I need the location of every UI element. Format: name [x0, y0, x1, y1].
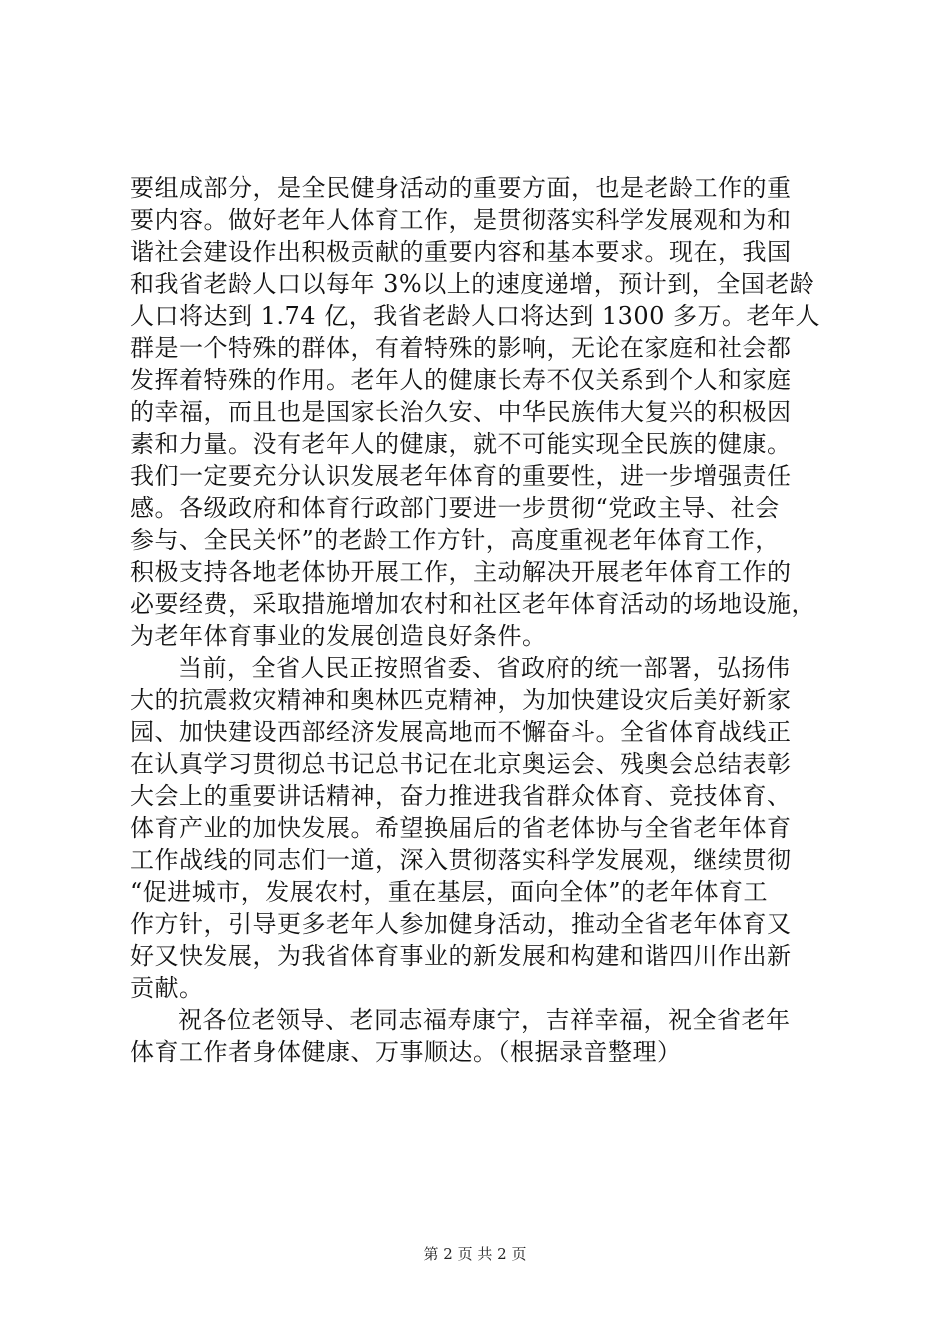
text-line: 的幸福，而且也是国家长治久安、中华民族伟大复兴的积极因 [130, 398, 792, 426]
page-footer: 第 2 页 共 2 页 [423, 1245, 527, 1263]
text-line: 感。各级政府和体育行政部门要进一步贯彻“党政主导、社会 [130, 494, 780, 522]
text-line: 大的抗震救灾精神和奥林匹克精神，为加快建设灾后美好新家 [130, 686, 792, 714]
paragraph [130, 1004, 830, 1068]
text-line: 谐社会建设作出积极贡献的重要内容和基本要求。现在，我国 [130, 238, 792, 266]
text-line: 积极支持各地老体协开展工作，主动解决开展老年体育工作的 [130, 558, 792, 586]
text-line: 群是一个特殊的群体，有着特殊的影响，无论在家庭和社会都 [130, 334, 792, 362]
text-line: 贡献。 [130, 974, 204, 1002]
text-line: 我们一定要充分认识发展老年体育的重要性，进一步增强责任 [130, 462, 792, 490]
text-line: 在认真学习贯彻总书记总书记在北京奥运会、残奥会总结表彰 [130, 750, 792, 778]
text-line: 为老年体育事业的发展创造良好条件。 [130, 622, 547, 650]
text-line: 工作战线的同志们一道，深入贯彻落实科学发展观，继续贯彻 [130, 846, 792, 874]
text-line: 祝各位老领导、老同志福寿康宁，吉祥幸福，祝全省老年 [178, 1006, 791, 1034]
text-line: 和我省老龄人口以每年 3%以上的速度递增，预计到，全国老龄 [130, 270, 815, 298]
text-line: 园、加快建设西部经济发展高地而不懈奋斗。全省体育战线正 [130, 718, 792, 746]
paragraph [130, 652, 830, 1004]
paragraph [130, 172, 830, 652]
text-line: 体育工作者身体健康、万事顺达。（根据录音整理） [130, 1038, 682, 1066]
text-line: “促进城市，发展农村，重在基层，面向全体”的老年体育工 [130, 878, 769, 906]
text-line: 参与、全民关怀”的老龄工作方针，高度重视老年体育工作， [130, 526, 780, 554]
text-line: 好又快发展，为我省体育事业的新发展和构建和谐四川作出新 [130, 942, 792, 970]
text-line: 要内容。做好老年人体育工作，是贯彻落实科学发展观和为和 [130, 206, 792, 234]
text-line: 当前，全省人民正按照省委、省政府的统一部署，弘扬伟 [178, 654, 791, 682]
body-text [130, 172, 830, 1068]
text-line: 素和力量。没有老年人的健康，就不可能实现全民族的健康。 [130, 430, 792, 458]
text-line: 体育产业的加快发展。希望换届后的省老体协与全省老年体育 [130, 814, 792, 842]
text-line: 人口将达到 1.74 亿，我省老龄人口将达到 1300 多万。老年人 [130, 302, 821, 330]
text-line: 作方针，引导更多老年人参加健身活动，推动全省老年体育又 [130, 910, 792, 938]
text-line: 必要经费，采取措施增加农村和社区老年体育活动的场地设施， [130, 590, 816, 618]
text-line: 发挥着特殊的作用。老年人的健康长寿不仅关系到个人和家庭 [130, 366, 792, 394]
text-line: 要组成部分，是全民健身活动的重要方面，也是老龄工作的重 [130, 174, 792, 202]
text-line: 大会上的重要讲话精神，奋力推进我省群众体育、竞技体育、 [130, 782, 792, 810]
